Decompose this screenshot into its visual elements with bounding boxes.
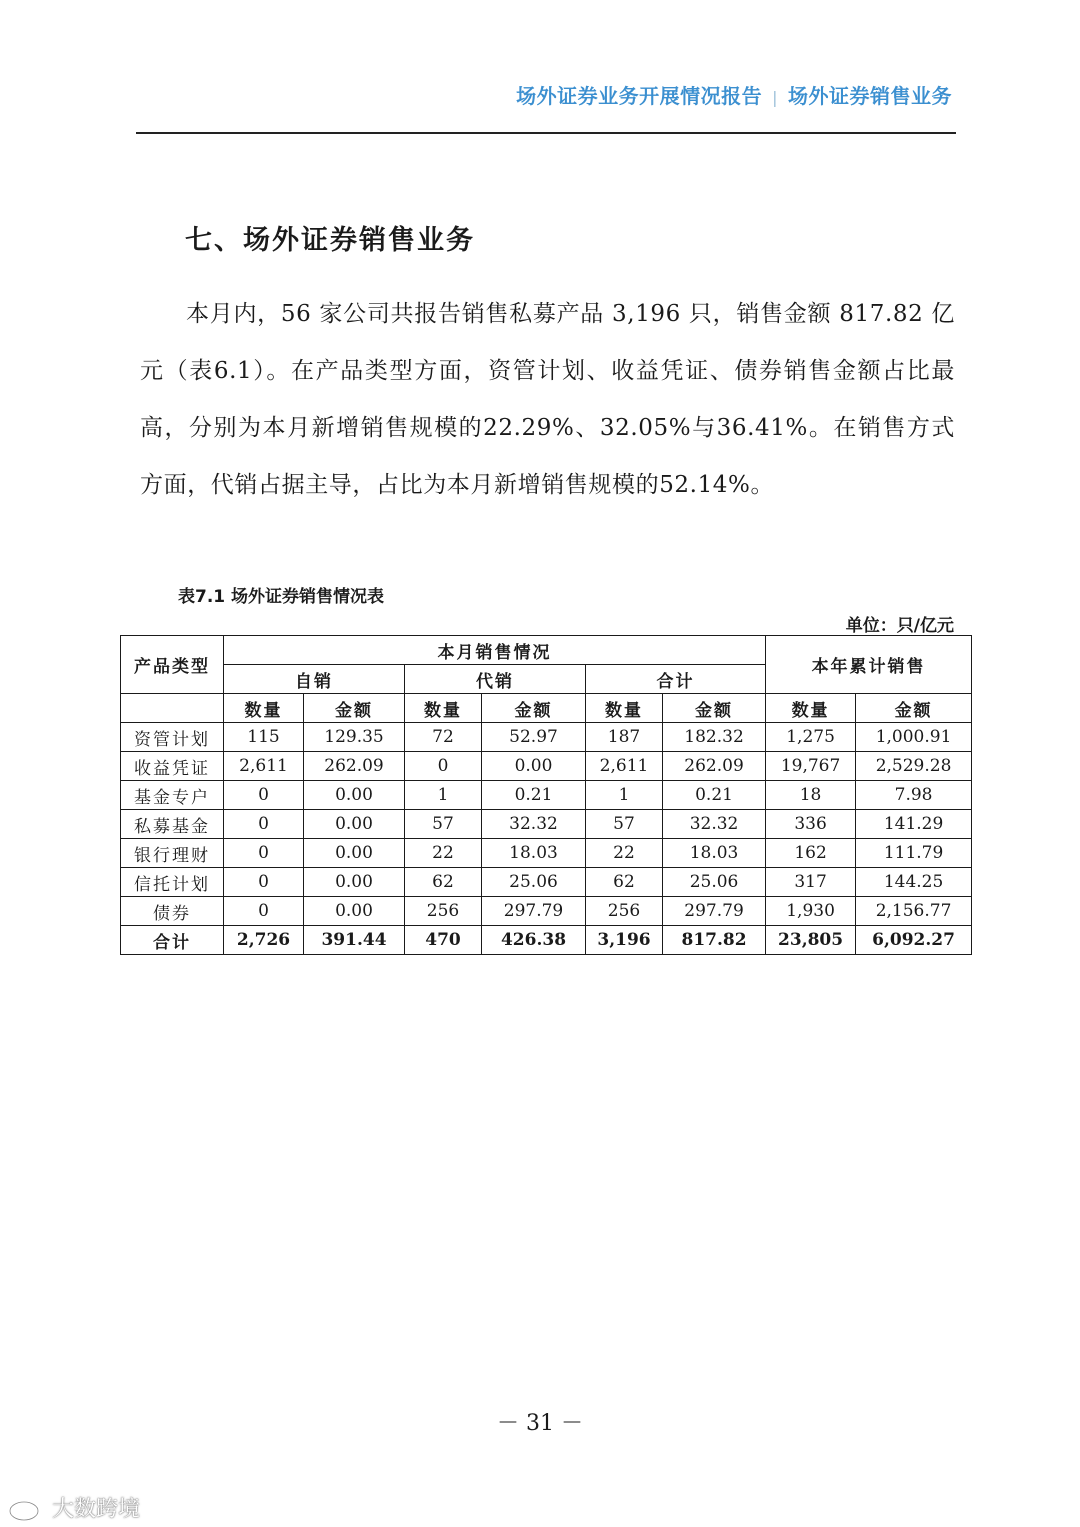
header-product-type: 产品类型 [121, 636, 224, 694]
table-cell-value: 2,611 [224, 752, 304, 781]
table-cell-value: 25.06 [663, 868, 766, 897]
table-cell-value: 6,092.27 [856, 926, 972, 955]
header-count: 数量 [405, 694, 482, 723]
table-cell-value: 115 [224, 723, 304, 752]
watermark-text: 大数跨境 [52, 1497, 141, 1522]
table-cell-value: 317 [766, 868, 856, 897]
table-cell-product: 信托计划 [121, 868, 224, 897]
page-number: － 31 － [497, 1411, 583, 1436]
table-cell-value: 25.06 [482, 868, 586, 897]
header-separator: | [772, 88, 778, 107]
table-body [121, 723, 972, 955]
table-cell-value: 22 [405, 839, 482, 868]
table-cell-value: 0 [224, 897, 304, 926]
table-cell-value: 256 [405, 897, 482, 926]
table-cell-value: 18.03 [663, 839, 766, 868]
header-report-title: 场外证券业务开展情况报告 [516, 84, 763, 108]
header-section-title: 场外证券销售业务 [788, 84, 952, 108]
header-empty-cell [121, 694, 224, 723]
table-cell-value: 3,196 [586, 926, 663, 955]
header-count: 数量 [224, 694, 304, 723]
table-cell-value: 129.35 [304, 723, 405, 752]
header-annual-sales: 本年累计销售 [766, 636, 972, 694]
header-agency-sale: 代销 [405, 665, 586, 694]
table-cell-value: 1,275 [766, 723, 856, 752]
table-row [121, 781, 972, 810]
table-cell-value: 256 [586, 897, 663, 926]
table-cell-value: 162 [766, 839, 856, 868]
table-cell-value: 297.79 [663, 897, 766, 926]
table-cell-value: 141.29 [856, 810, 972, 839]
table-cell-value: 426.38 [482, 926, 586, 955]
table-cell-value: 182.32 [663, 723, 766, 752]
watermark [8, 1492, 140, 1523]
table-cell-value: 0.21 [663, 781, 766, 810]
table-cell-product: 收益凭证 [121, 752, 224, 781]
table-cell-value: 0 [224, 868, 304, 897]
table-cell-value: 0 [224, 839, 304, 868]
table-row [121, 752, 972, 781]
table-cell-value: 336 [766, 810, 856, 839]
table-cell-value: 262.09 [304, 752, 405, 781]
weibo-logo-icon [8, 1494, 48, 1522]
header-amount: 金额 [304, 694, 405, 723]
table-cell-value: 0.21 [482, 781, 586, 810]
table-row [121, 723, 972, 752]
table-cell-value: 0 [405, 752, 482, 781]
table-row [121, 897, 972, 926]
table-cell-value: 18.03 [482, 839, 586, 868]
header-monthly-sales: 本月销售情况 [224, 636, 766, 665]
table-cell-value: 391.44 [304, 926, 405, 955]
table-cell-value: 52.97 [482, 723, 586, 752]
table-cell-product: 合计 [121, 926, 224, 955]
table-cell-value: 0 [224, 781, 304, 810]
table-cell-value: 0.00 [304, 810, 405, 839]
header-amount: 金额 [856, 694, 972, 723]
table-cell-value: 0.00 [482, 752, 586, 781]
table-cell-value: 470 [405, 926, 482, 955]
table-cell-value: 22 [586, 839, 663, 868]
running-header [516, 80, 952, 109]
table-cell-value: 7.98 [856, 781, 972, 810]
header-count: 数量 [586, 694, 663, 723]
table-cell-value: 72 [405, 723, 482, 752]
table-cell-value: 2,726 [224, 926, 304, 955]
table-cell-value: 1 [405, 781, 482, 810]
table-cell-value: 23,805 [766, 926, 856, 955]
table-cell-value: 57 [586, 810, 663, 839]
header-amount: 金额 [663, 694, 766, 723]
table-cell-value: 1,000.91 [856, 723, 972, 752]
table-unit: 单位：只/亿元 [845, 616, 954, 636]
table-cell-value: 18 [766, 781, 856, 810]
table-cell-value: 32.32 [482, 810, 586, 839]
table-total-row [121, 926, 972, 955]
table-cell-value: 0.00 [304, 897, 405, 926]
table-cell-value: 0 [224, 810, 304, 839]
table-cell-value: 62 [405, 868, 482, 897]
header-self-sale: 自销 [224, 665, 405, 694]
table-cell-product: 债券 [121, 897, 224, 926]
table-row [121, 839, 972, 868]
table-cell-value: 2,156.77 [856, 897, 972, 926]
header-count: 数量 [766, 694, 856, 723]
table-cell-product: 银行理财 [121, 839, 224, 868]
header-amount: 金额 [482, 694, 586, 723]
section-title: 七、场外证券销售业务 [185, 225, 475, 256]
table-cell-value: 187 [586, 723, 663, 752]
table-cell-value: 57 [405, 810, 482, 839]
table-cell-value: 2,611 [586, 752, 663, 781]
table-cell-value: 62 [586, 868, 663, 897]
table-cell-product: 基金专户 [121, 781, 224, 810]
table-cell-value: 1,930 [766, 897, 856, 926]
table-cell-product: 资管计划 [121, 723, 224, 752]
table-cell-value: 19,767 [766, 752, 856, 781]
body-paragraph: 本月内，56 家公司共报告销售私募产品 3,196 只，销售金额 817.82 亿元（表6.1）。在产品类型方面，资管计划、收益凭证、债券销售金额占比最高，分别为本月新增销售规模的22.29%、32.05%与36.41%。在销售方式方面，代销占据主导，占比为本月新增销售规模的52.14%。 [140, 301, 955, 498]
table-cell-value: 2,529.28 [856, 752, 972, 781]
table-cell-value: 144.25 [856, 868, 972, 897]
table-cell-value: 0.00 [304, 868, 405, 897]
table-cell-product: 私募基金 [121, 810, 224, 839]
table-row [121, 810, 972, 839]
header-rule [136, 132, 956, 134]
table-cell-value: 297.79 [482, 897, 586, 926]
table-cell-value: 0.00 [304, 781, 405, 810]
table-cell-value: 111.79 [856, 839, 972, 868]
header-subtotal: 合计 [586, 665, 766, 694]
table-cell-value: 262.09 [663, 752, 766, 781]
table-cell-value: 32.32 [663, 810, 766, 839]
table-cell-value: 817.82 [663, 926, 766, 955]
sales-table [120, 635, 972, 955]
table-cell-value: 1 [586, 781, 663, 810]
table-row [121, 868, 972, 897]
table-cell-value: 0.00 [304, 839, 405, 868]
table-caption: 表7.1 场外证券销售情况表 [178, 587, 385, 607]
